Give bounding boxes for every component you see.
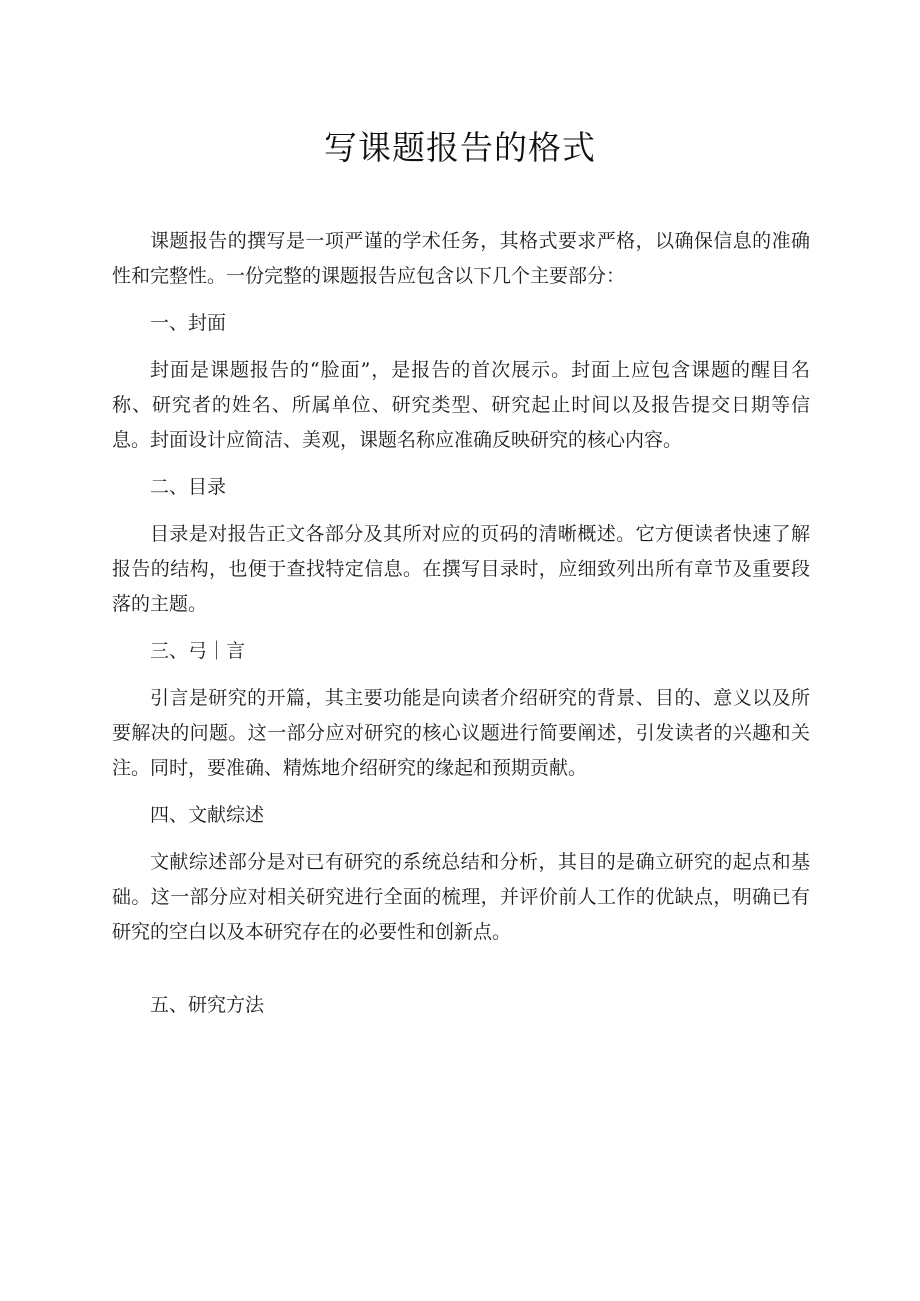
document-title: 写课题报告的格式 bbox=[324, 128, 596, 167]
section-heading-introduction: 三、弓｜言 bbox=[150, 640, 246, 662]
section-text-literature-review: 文献综述部分是对已有研究的系统总结和分析，其目的是确立研究的起点和基础。这一部分应对相关研究进行全面的梳理，并评价前人工作的优缺点，明确已有研究的空白以及本研究存在的必要性和创新点。 bbox=[112, 851, 810, 943]
section-text-toc: 目录是对报告正文各部分及其所对应的页码的清晰概述。它方便读者快速了解报告的结构，也便于查找特定信息。在撰写目录时，应细致列出所有章节及重要段落的主题。 bbox=[112, 523, 810, 615]
section-text-introduction: 引言是研究的开篇，其主要功能是向读者介绍研究的背景、目的、意义以及所要解决的问题。这一部分应对研究的核心议题进行简要阐述，引发读者的兴趣和关注。同时，要准确、精炼地介绍研究的缘起和预期贡献。 bbox=[112, 687, 810, 779]
section-heading-cover: 一、封面 bbox=[150, 312, 227, 334]
section-heading-literature-review: 四、文献综述 bbox=[150, 804, 265, 826]
section-heading-research-methods: 五、研究方法 bbox=[150, 994, 265, 1016]
section-heading-toc: 二、目录 bbox=[150, 476, 227, 498]
section-text-cover: 封面是课题报告的“脸面”，是报告的首次展示。封面上应包含课题的醒目名称、研究者的姓名、所属单位、研究类型、研究起止时间以及报告提交日期等信息。封面设计应简洁、美观，课题名称应准确反映研究的核心内容。 bbox=[112, 359, 810, 451]
document-body bbox=[112, 224, 810, 1023]
intro-paragraph: 课题报告的撰写是一项严谨的学术任务，其格式要求严格，以确保信息的准确性和完整性。一份完整的课题报告应包含以下几个主要部分： bbox=[112, 230, 810, 287]
